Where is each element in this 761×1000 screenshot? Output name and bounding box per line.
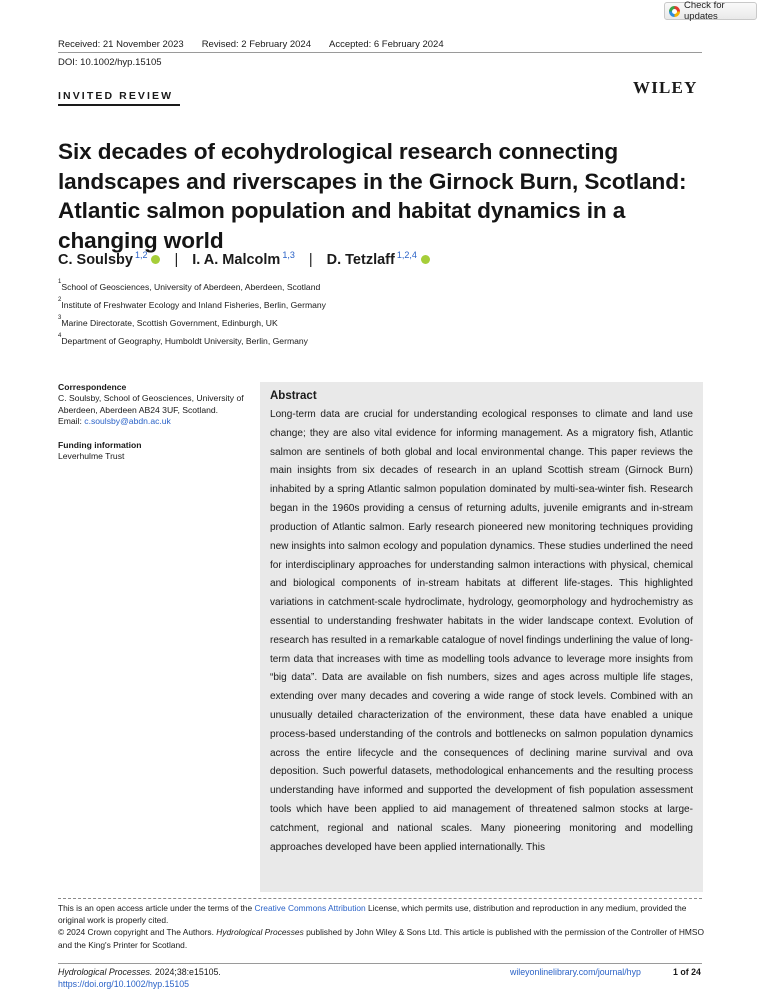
author-affiliation-ref[interactable]: 1,2: [134, 250, 148, 260]
footnote-divider: [58, 898, 702, 899]
creative-commons-link[interactable]: Creative Commons Attribution: [254, 903, 366, 913]
affiliation-item: [58, 297, 326, 318]
affiliation-list: [58, 279, 326, 354]
article-type-label: INVITED REVIEW: [58, 90, 174, 102]
affiliation-item: [58, 315, 326, 336]
affiliation-number: 3: [58, 315, 62, 322]
copyright-journal: Hydrological Processes: [216, 927, 304, 938]
funding-text: Leverhulme Trust: [58, 451, 125, 462]
received-date: Received: 21 November 2023: [58, 39, 184, 50]
header-divider: [58, 52, 702, 53]
affiliation-number: 1: [58, 279, 62, 286]
footer-divider: [58, 963, 702, 964]
article-doi: DOI: 10.1002/hyp.15105: [58, 57, 162, 68]
affiliation-text: Department of Geography, Humboldt University, Berlin, Germany: [61, 336, 308, 346]
author-name[interactable]: I. A. Malcolm: [192, 252, 281, 268]
copyright-text: published by John Wiley & Sons Ltd. This article is published with the permission of the Controller of HMSO and the King's Printer for Scotland.: [58, 927, 704, 950]
page-number: 1 of 24: [673, 967, 701, 977]
footer-doi-link[interactable]: https://doi.org/10.1002/hyp.15105: [58, 978, 190, 989]
abstract-box: [260, 382, 703, 892]
affiliation-item: [58, 279, 326, 300]
author-affiliation-ref[interactable]: 1,2,4: [396, 250, 417, 260]
article-dates: [58, 39, 462, 50]
author-separator: |: [308, 252, 313, 268]
accepted-date: Accepted: 6 February 2024: [329, 39, 444, 50]
affiliation-item: [58, 333, 326, 354]
author-affiliation-ref[interactable]: 1,3: [282, 250, 295, 260]
revised-date: Revised: 2 February 2024: [201, 39, 311, 50]
author-name[interactable]: D. Tetzlaff: [326, 252, 395, 268]
copyright-text: © 2024 Crown copyright and The Authors.: [58, 927, 217, 938]
orcid-icon[interactable]: [421, 255, 430, 264]
correspondence-address: C. Soulsby, School of Geosciences, University of Aberdeen, Aberdeen AB24 3UF, Scotland.: [58, 393, 244, 415]
check-for-updates-label: Check for updates: [684, 0, 725, 22]
affiliation-text: School of Geosciences, University of Aberdeen, Aberdeen, Scotland: [61, 282, 321, 292]
correspondence-email-line: [58, 416, 248, 427]
funding-heading: Funding information: [58, 439, 142, 450]
email-label: Email:: [58, 416, 85, 427]
author-name[interactable]: C. Soulsby: [58, 252, 133, 268]
crossmark-icon: [669, 6, 680, 17]
article-type-underline: [58, 104, 180, 106]
license-text: License, which permits use, distribution and reproduction in any medium, provided the original work is properly cited.: [58, 903, 687, 926]
copyright-line: [58, 926, 708, 950]
correspondence-email-link[interactable]: c.soulsby@abdn.ac.uk: [84, 416, 171, 427]
footer-journal-site-link[interactable]: wileyonlinelibrary.com/journal/hyp: [510, 967, 641, 977]
affiliation-number: 4: [58, 333, 62, 340]
footer-citation-text: 2024;38:e15105.: [152, 967, 221, 977]
affiliation-text: Marine Directorate, Scottish Government, Edinburgh, UK: [61, 318, 278, 328]
publisher-logo: WILEY: [633, 78, 698, 97]
affiliation-text: Institute of Freshwater Ecology and Inland Fisheries, Berlin, Germany: [61, 300, 326, 310]
article-sidebar: [58, 382, 248, 462]
orcid-icon[interactable]: [151, 255, 160, 264]
author-list: [58, 252, 430, 268]
footer-citation: [58, 967, 221, 990]
author-separator: |: [174, 252, 179, 268]
license-line: [58, 902, 708, 926]
abstract-text: Long-term data are crucial for understanding ecological responses to climate and land use change; they are also vital evidence for informing management. As a migratory fish, Atlantic salmon are sentinels of both global and local environmental change. This paper reviews the main insights from six decades of research in an upland Scottish stream (Girnock Burn) inhabited by a spring Atlantic salmon population dominated by multi-sea-winter fish. Research began in the 1960s providing a census of returning adults, juvenile emigrants and in-stream production of Atlantic salmon. Early research pioneered new monitoring techniques providing new insights into salmon ecology and population dynamics. These studies underlined the need for interdisciplinary approaches for understanding salmon interactions with physical, chemical and biological components of in-stream habitats at different life-stages. This highlighted variations in catchment-scale hydroclimate, hydrology, geomorphology and hydrochemistry as essential to understanding freshwater habitats in the wider landscape context. Evolution of research has resulted in a remarkable catalogue of novel findings underlining the value of long-term data that increases with time as modelling tools advance to leverage more insights from “big data”. Data are available on fish numbers, sizes and ages across multiple life stages, extending over many decades and covering a wide range of stock levels. Combined with an unusually detailed characterization of the environment, these data have enabled a unique process-based understanding of the controls and bottlenecks on salmon population dynamics across the entire lifecycle and the consequences of declining marine survival and ova deposition. Such powerful datasets, methodological enhancements and the resulting process understanding have informed and supported the development of fish population assessment tools which have been applied to aid management of threatened salmon stocks at large-catchment, regional and national scales. Many pioneering monitoring and modelling approaches developed have been applied internationally. This: [270, 409, 693, 853]
article-title: Six decades of ecohydrological research connecting landscapes and riverscapes in the Girnock Burn, Scotland: Atlantic salmon population and habitat dynamics in a changing world: [58, 139, 687, 253]
affiliation-number: 2: [58, 297, 62, 304]
license-notice: [58, 902, 708, 951]
correspondence-heading: Correspondence: [58, 382, 127, 392]
check-for-updates-button[interactable]: [664, 2, 757, 20]
footer-journal-name: Hydrological Processes.: [58, 967, 153, 977]
abstract-heading: Abstract: [270, 390, 317, 402]
license-text: This is an open access article under the terms of the: [58, 903, 255, 913]
